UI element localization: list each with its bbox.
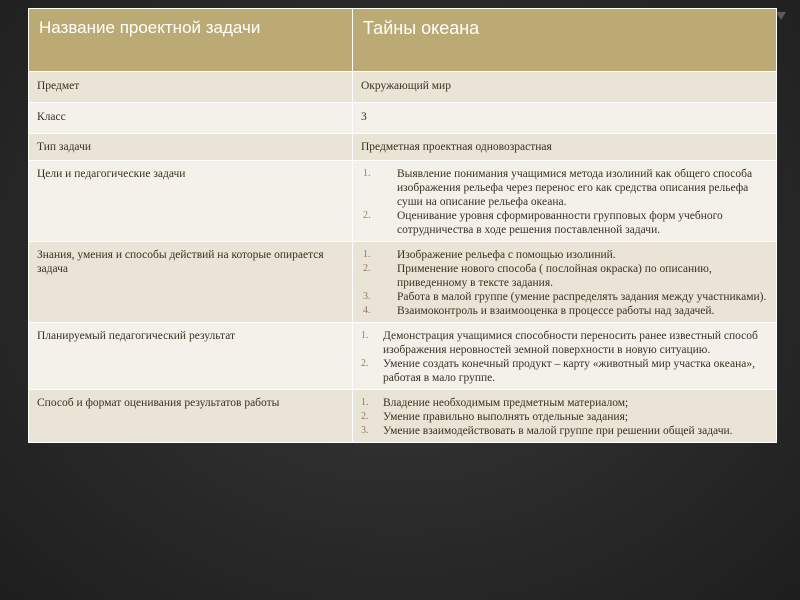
row-label: Предмет xyxy=(29,72,353,103)
list-number: 1. xyxy=(363,249,371,260)
list-number: 1. xyxy=(363,168,371,179)
list-item xyxy=(361,248,768,262)
row-value-list xyxy=(353,242,777,323)
table-row-goals xyxy=(29,161,777,242)
slide-corner-marker xyxy=(776,12,786,20)
table-row-task-type xyxy=(29,134,777,161)
list-number: 2. xyxy=(363,263,371,274)
row-label: Планируемый педагогический результат xyxy=(29,323,353,390)
table-row-prerequisites xyxy=(29,242,777,323)
header-cell-task-title: Тайны океана xyxy=(353,9,777,72)
table-header-row xyxy=(29,9,777,72)
table-row-assessment xyxy=(29,390,777,443)
list-text: Умение правильно выполнять отдельные задания; xyxy=(383,411,629,423)
list-text: Владение необходимым предметным материалом; xyxy=(383,397,629,409)
list-number: 2. xyxy=(361,358,369,369)
list-text: Выявление понимания учащимися метода изолиний как общего способа изображения рельефа через перенос его как средства описания рельефа суши на описание рельефа океана. xyxy=(397,168,753,208)
list-number: 2. xyxy=(363,210,371,221)
list-item xyxy=(361,396,768,410)
row-label: Знания, умения и способы действий на которые опирается задача xyxy=(29,242,353,323)
row-label: Способ и формат оценивания результатов работы xyxy=(29,390,353,443)
list-item xyxy=(361,167,768,209)
list-number: 1. xyxy=(361,397,369,408)
list-text: Умение создать конечный продукт – карту «животный мир участка океана», работая в мало группе. xyxy=(383,358,755,384)
list-text: Оценивание уровня сформированности групповых форм учебного сотрудничества в ходе решения поставленной задачи. xyxy=(397,210,723,236)
list-text: Работа в малой группе (умение распределять задания между участниками). xyxy=(397,291,767,303)
row-value: Предметная проектная одновозрастная xyxy=(353,134,777,161)
list-text: Изображение рельефа с помощью изолиний. xyxy=(397,249,616,261)
row-label: Тип задачи xyxy=(29,134,353,161)
list-item xyxy=(361,262,768,290)
list-text: Умение взаимодействовать в малой группе при решении общей задачи. xyxy=(383,425,733,437)
header-cell-task-name: Название проектной задачи xyxy=(29,9,353,72)
list-item xyxy=(361,424,768,438)
list-number: 3. xyxy=(361,425,369,436)
project-task-table xyxy=(28,8,777,443)
list-text: Демонстрация учащимися способности переносить ранее известный способ изображения неровностей земной поверхности в новую ситуацию. xyxy=(383,330,758,356)
table-row-expected-result xyxy=(29,323,777,390)
results-list xyxy=(361,329,768,385)
list-item xyxy=(361,290,768,304)
assessment-list xyxy=(361,396,768,438)
row-value: 3 xyxy=(353,103,777,134)
row-value: Окружающий мир xyxy=(353,72,777,103)
prerequisites-list xyxy=(361,248,768,318)
row-value-list xyxy=(353,161,777,242)
row-label: Класс xyxy=(29,103,353,134)
row-value-list xyxy=(353,323,777,390)
list-number: 1. xyxy=(361,330,369,341)
table-row-grade xyxy=(29,103,777,134)
row-value-list xyxy=(353,390,777,443)
list-text: Взаимоконтроль и взаимооценка в процессе работы над задачей. xyxy=(397,305,715,317)
list-number: 3. xyxy=(363,291,371,302)
list-number: 4. xyxy=(363,305,371,316)
list-item xyxy=(361,304,768,318)
list-item xyxy=(361,357,768,385)
list-number: 2. xyxy=(361,411,369,422)
list-item xyxy=(361,410,768,424)
row-label: Цели и педагогические задачи xyxy=(29,161,353,242)
list-text: Применение нового способа ( послойная окраска) по описанию, приведенному в тексте задания. xyxy=(397,263,712,289)
table-row-subject xyxy=(29,72,777,103)
goals-list xyxy=(361,167,768,237)
list-item xyxy=(361,209,768,237)
list-item xyxy=(361,329,768,357)
